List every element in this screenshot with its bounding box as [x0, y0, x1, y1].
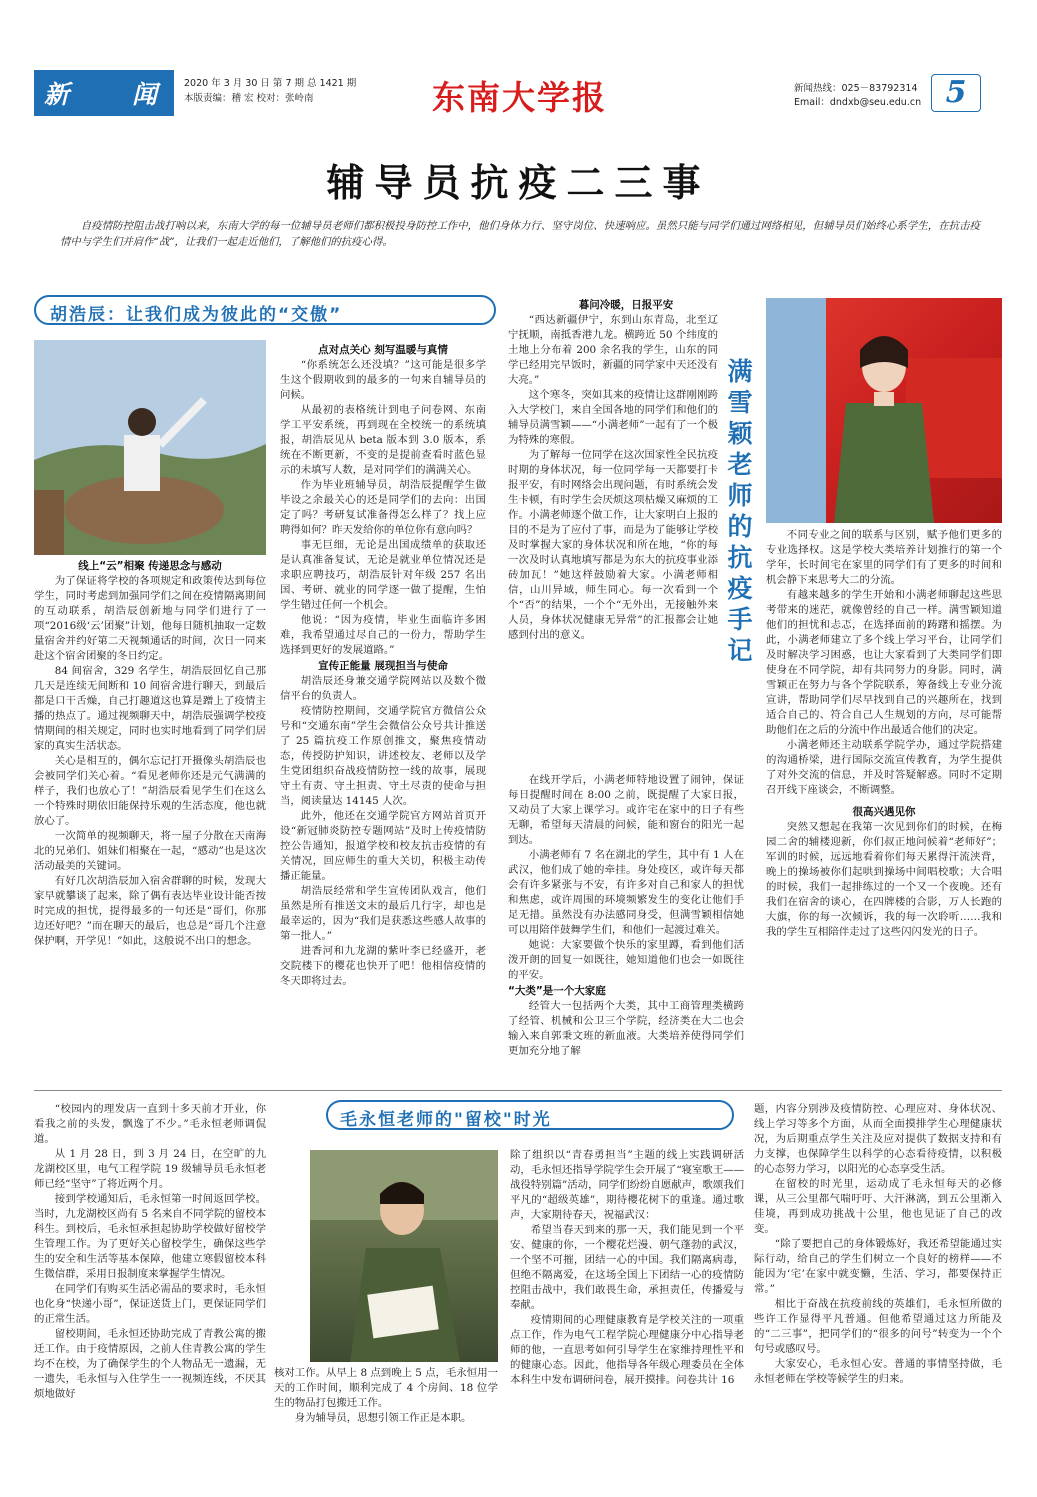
teacher-with-flag-illustration	[766, 298, 1002, 523]
paragraph: “除了要把自己的身体锻炼好，我还希望能通过实际行动，给自己的学生们树立一个良好的榜样——不能因为‘宅’在家中就变懒，生活、学习，都要保持正常。”	[754, 1238, 1002, 1295]
paragraph: 此外，他还在交通学院官方网站首页开设“新冠肺炎防控专题网站”及时上传疫情防控公告通知，报道学校和校友抗击疫情的有关情况，回应师生的重大关切，积极主动传播正能量。	[280, 810, 486, 882]
story2-subhead-3: 很高兴遇见你	[852, 806, 916, 818]
story1-column-2	[280, 358, 486, 989]
story3-column-1	[34, 1102, 266, 1402]
paragraph: 在线开学后，小满老师特地设置了闹钟，保证每日提醒时间在 8:00 之前，既提醒了大家日报，又动员了大家上课学习。或许宅在家中的日子有些无聊，希望每天清晨的问候，能和窗台的阳光一起到达。	[508, 774, 744, 846]
issue-line: 2020 年 3 月 30 日 第 7 期 总 1421 期	[184, 78, 357, 89]
paragraph: 从 1 月 28 日，到 3 月 24 日，在空旷的九龙湖校区里，电气工程学院 19 级辅导员毛永恒老师已经“坚守”了将近两个月。	[34, 1148, 266, 1190]
paragraph: “你系统怎么还没填？”这可能是很多学生这个假期收到的最多的一句来自辅导员的问候。	[280, 359, 486, 401]
paragraph: 留校期间，毛永恒还协助完成了青教公寓的搬迁工作。由于疫情原因，之前人住青教公寓的学生均不在校，为了确保学生的个人物品无一遗漏，无一遗失，毛永恒与入住学生一一视频连线，不厌其烦地做好	[34, 1328, 266, 1400]
paragraph: 为了保证将学校的各项规定和政策传达到每位学生，同时考虑到加强同学们之间在疫情隔离期间的互动联系，胡浩辰创新地与同学们进行了一项“2016级‘云’团聚”计划，他每日随机抽取一定数量宿舍并约好第二天视频通话的时间，次日一同来赴这个宿舍团聚的冬日约定。	[34, 575, 266, 662]
paragraph: 不同专业之间的联系与区别，赋予他们更多的专业选择权。这是学校大类培养计划推行的第一个学年，长时间宅在家里的同学们有了更多的时间和机会静下来思考大二的分流。	[766, 529, 1002, 586]
paragraph: 疫情期间的心理健康教育是学校关注的一项重点工作，作为电气工程学院心理健康分中心指导老师的他，一直思考如何引导学生在家维持理性平和的健康心态。因此，他指导各年级心理委员在全体本科生中发布调研问卷，展开摸排。问卷共计 16	[510, 1314, 744, 1386]
page-headline: 辅导员抗疫二三事	[326, 161, 711, 205]
issue-info	[184, 76, 356, 106]
paragraph: 希望当春天到来的那一天，我们能见到一个平安、健康的你，一个樱花烂漫、朝气蓬勃的武汉，一个坚不可摧，团结一心的中国。我们隔离病毒，但绝不隔离爱，在这场全国上下团结一心的疫情防控阻击战中，我们敢畏生命，承担责任，传播爱与奉献。	[510, 1224, 744, 1311]
story3-column-3	[510, 1148, 744, 1388]
paragraph: 除了组织以“青春勇担当”主题的线上实践调研活动，毛永恒还指导学院学生会开展了“寝室歌王——战役特别篇”活动，同学们纷纷自愿献声，歌颂我们平凡的“超级英雄”，期待樱花树下的重逢。通过歌声，大家期待春天，祝福武汉：	[510, 1149, 744, 1221]
story3-column-2	[274, 1366, 498, 1426]
story1-title: 胡浩辰：让我们成为彼此的“交傲”	[50, 305, 343, 325]
story2-title-vertical: 满雪颖老师的抗疫手记	[724, 358, 753, 668]
section-badge	[34, 70, 174, 116]
paragraph: 在同学们有购买生活必需品的要求时，毛永恒也化身“快递小哥”，保证送货上门，更保证同学们的正常生活。	[34, 1283, 266, 1325]
paragraph: 84 间宿舍，329 名学生，胡浩辰回忆自己那几天是连续无间断和 10 间宿舍进行聊天，到最后都是口干舌燥，自己打趣道这也算是蹭上了疫情主播的热点了。通过视频聊天中，胡浩辰强调学校疫情期间的相关规定，同时也实时地看到了同学们居家的真实生活状态。	[34, 665, 266, 752]
paragraph: “校园内的理发店一直到十多天前才开业，你看我之前的头发，飘逸了不少。”毛永恒老师调侃道。	[34, 1103, 266, 1145]
paragraph: 这个寒冬，突如其来的疫情让这群刚刚跨入大学校门，来自全国各地的同学们和他们的辅导员满雪颖——“小满老师”一起有了一个极为特殊的寒假。	[508, 389, 718, 446]
section-char-1: 新	[44, 80, 70, 109]
section-divider	[34, 1090, 1002, 1091]
paragraph: 他说：“因为疫情，毕业生面临许多困难，我希望通过尽自己的一份力，帮助学生选择到更好的发展道路。”	[280, 614, 486, 656]
paragraph: 大家安心，毛永恒心安。普通的事情坚持做，毛永恒老师在学校等候学生的归来。	[754, 1358, 1002, 1385]
paragraph: 在留校的时光里，运动成了毛永恒每天的必修课，从三公里都气喘吁吁、大汗淋漓，到五公里渐入佳境，再到成功挑战十公里，他也见证了自己的改变。	[754, 1178, 1002, 1235]
newspaper-logo: 东南大学报	[432, 78, 607, 117]
paragraph: 身为辅导员，思想引领工作正是本职。	[294, 1412, 472, 1424]
paragraph: 有越来越多的学生开始和小满老师聊起这些思考带来的迷茫，就像曾经的自己一样。满雪颖知道他们的担忧和忐忑，在选择面前的踌躇和摇摆。为此，小满老师建立了多个线上学习平台，让同学们及时解决学习困惑，也让大家看到了大类同学们即使身在不同学院，却有共同努力的身影。同时，满雪颖正在努力与各个学院联系，筹备线上专业分流宣讲，帮助同学们尽早找到自己的兴趣所在，找到适合自己的、符合自己人生规划的方向，尽可能帮助他们在之后的分流中作出最适合他们的决定。	[766, 589, 1002, 736]
paragraph: 作为毕业班辅导员，胡浩辰提醒学生做毕设之余最关心的还是同学们的去向：出国定了吗？考研复试准备得怎么样了？找上应聘得如何？昨天发给你的单位你有意向吗？	[280, 479, 486, 536]
story2-subhead-1: 暮问冷暖，日报平安	[578, 299, 674, 311]
horse-rider-illustration	[34, 340, 266, 555]
paragraph: 胡浩辰还身兼交通学院网站以及数个微信平台的负责人。	[280, 675, 486, 702]
email: Email：dndxb@seu.edu.cn	[794, 97, 922, 108]
story3-column-4	[754, 1102, 1002, 1387]
paragraph: 小满老师有 7 名在湖北的学生，其中有 1 人在武汉，他们成了她的牵挂。身处疫区，或许每天都会有许多紧张与不安，有许多对自己和家人的担忧和焦虑，或许周围的环境频繁发生的变化让他们手足无措。虽然没有办法感同身受，但满雪颖相信她可以用陪伴鼓舞学生们，和他们一起渡过难关。	[508, 849, 744, 936]
paragraph: 核对工作。从早上 8 点到晚上 5 点，毛永恒用一天的工作时间，顺利完成了 4 个房间、18 位学生的物品打包搬迁工作。	[274, 1367, 498, 1409]
paragraph: 相比于奋战在抗疫前线的英雄们，毛永恒所做的些许工作显得平凡普通。但他希望通过这力所能及的“二三事”，把同学们的“很多的问号”转变为一个个句号或感叹号。	[754, 1298, 1002, 1355]
paragraph: 有好几次胡浩辰加入宿舍群聊的时候，发现大家早就攀谈了起来，除了偶有表达毕业设计能否按时完成的担忧，提得最多的一句还是“哥们，你那边还好吧？”而在聊天的最后，也总是“哥几个注意保护啊，开学见！”如此，这般说不出口的想念。	[34, 875, 266, 947]
hotline: 新闻热线：025－83792314	[794, 83, 918, 94]
paragraph: 经管大一包括两个大类，其中工商管理类横跨了经管、机械和公卫三个学院，经济类在大二也会输入来自郭秉文班的新血液。大类培养使得同学们更加充分地了解	[508, 1000, 744, 1057]
paragraph: “西达新疆伊宁，东到山东青岛，北至辽宁抚顺，南抵香港九龙。横跨近 50 个纬度的土地上分布着 200 余名我的学生，山东的同学已经用完早饭时，新疆的同学家中天还没有大亮。”	[508, 314, 718, 386]
paragraph: 关心是相互的，偶尔忘记打开摄像头胡浩辰也会被同学们关心着。“看见老师你还是元气满满的样子，我们也放心了！”胡浩辰看见学生们在这么一个特殊时期依旧能保持乐观的生活态度，他也就放心了。	[34, 755, 266, 827]
paragraph: 一次简单的视频聊天，将一屋子分散在天南海北的兄弟们、姐妹们相聚在一起，“感动”也是这次活动最美的关键词。	[34, 830, 266, 872]
masthead	[34, 70, 1002, 116]
story1-subhead-1: 线上“云”相聚 传递思念与感动	[78, 560, 222, 572]
photo-mao-reading	[310, 1150, 498, 1362]
paragraph: 小满老师还主动联系学院学办，通过学院搭建的沟通桥梁，进行国际交流宣传教育，为学生提供了对外交流的信息，并及时答疑解惑。同时不定期召开线下座谈会，不断调整。	[766, 739, 1002, 796]
intro-paragraph: 自疫情防控阻击战打响以来，东南大学的每一位辅导员老师们都积极投身防控工作中，他们身体力行、坚守岗位、快速响应。虽然只能与同学们通过网络相见，但辅导员们始终心系学生，在抗击疫情中与学生们并肩作“战”，让我们一起走近他们，了解他们的抗疫心得。	[60, 220, 980, 248]
photo-man-xueying	[766, 298, 1002, 523]
story2-column-4	[766, 528, 1002, 940]
paragraph: 她说：大家要做个快乐的家里蹲，看到他们活泼开朗的回复一如既往，她知道他们也会一如既往的平安。	[508, 939, 744, 981]
teacher-reading-illustration	[310, 1150, 498, 1362]
page-number: 5	[931, 74, 981, 112]
paragraph: 事无巨细，无论是出国成绩单的获取还是认真准备复试，无论是就业单位情况还是求职应聘技巧，胡浩辰针对年级 257 名出国、考研、就业的同学逐一做了提醒，生怕学生错过任何一个机会。	[280, 539, 486, 611]
story3-title: 毛永恒老师的"留校"时光	[340, 1110, 552, 1130]
story2-column-3-bottom	[508, 773, 744, 1059]
story1-subhead-3: 宣传正能量 展现担当与使命	[318, 660, 448, 672]
story1-subhead-2: 点对点关心 刻写温暖与真情	[318, 344, 448, 356]
paragraph: 接到学校通知后，毛永恒第一时间返回学校。当时，九龙湖校区尚有 5 名来自不同学院的留校本科生。到校后，毛永恒承担起协助学校做好留校学生管理工作。为了更好关心留校学生，确保这些学生的安全和生活等基本保障，他建立寒假留校本科生微信群，采用日报制度来掌握学生情况。	[34, 1193, 266, 1280]
contact-info	[794, 82, 921, 110]
editor-line: 本版责编：稽 宏 校对：张岭南	[184, 93, 314, 104]
paragraph: 胡浩辰经常和学生宣传团队戏言，他们虽然是所有推送文末的最后几行字，却也是最幸运的，因为“我们是获悉这些感人故事的第一批人。”	[280, 885, 486, 942]
story2-subhead-2: “大类”是一个大家庭	[508, 985, 606, 997]
story2-column-3-top	[508, 313, 718, 643]
story1-column-1	[34, 574, 266, 949]
paragraph: 从最初的表格统计到电子问卷网、东南学工平安系统，再到现在全校统一的系统填报，胡浩辰见从 beta 版本到 3.0 版本，系统在不断更新，不变的是提前查看时蓝色显示的未填写人数，是对同学们的满满关心。	[280, 404, 486, 476]
paragraph: 进香河和九龙湖的紫叶李已经盛开，老交院楼下的樱花也快开了吧！他相信疫情的冬天即将过去。	[280, 945, 486, 987]
paragraph: 突然又想起在我第一次见到你们的时候，在梅园二舍的辅楼迎新，你们叔正地问候着“老师好”；军训的时候，远远地看着你们每天累得汗流浃背，晚上的操场被你们起哄到操场中间唱校歌；大合唱的时候，我们一起排练过的一个又一个夜晚。还有我们在宿舍的谈心，在四牌楼的合影，万人长跑的大旗，你的每一次倾诉，我的每一次聆听……我和我的学生互相陪伴走过了这些闪闪发光的日子。	[766, 821, 1002, 938]
photo-hu-on-horse	[34, 340, 266, 555]
paragraph: 疫情防控期间，交通学院官方微信公众号和“交通东南”学生会微信公众号共计推送了 25 篇抗疫工作原创推文，聚焦疫情动态，传授防护知识，讲述校友、老师以及学生党团组织奋战疫情防控一线的故事，展现守土有责、守土担责、守土尽责的使命与担当，阅读量达 14145 人次。	[280, 705, 486, 807]
paragraph: 题，内容分别涉及疫情防控、心理应对、身体状况、线上学习等多个方面，从而全面摸排学生心理健康状况，为后期重点学生关注及应对提供了数据支持和有力支撑，也保障学生以科学的心态看待疫情，以积极的心态努力学习，以阳光的心态享受生活。	[754, 1103, 1002, 1175]
section-char-2: 闻	[132, 80, 158, 109]
paragraph: 为了解每一位同学在这次国家性全民抗疫时期的身体状况，每一位同学每一天都要打卡报平安，有时网络会出现问题，有时系统会发生卡顿，有时学生会厌烦这项枯燥又麻烦的工作。小满老师逐个做工作，让大家明白上报的目的不是为了应付了事，而是为了能够让学校及时掌握大家的身体状况和所在地，“你的每一次及时认真地填写都是为东大的抗疫事业添砖加瓦！”她这样鼓励着大家。小满老师相信，山川异域，师生同心。每一次看到一个个“否”的结果，一个个“无外出，无接触外来人员，身体状况健康无异常”的汇报都会让她感到付出的意义。	[508, 449, 718, 641]
